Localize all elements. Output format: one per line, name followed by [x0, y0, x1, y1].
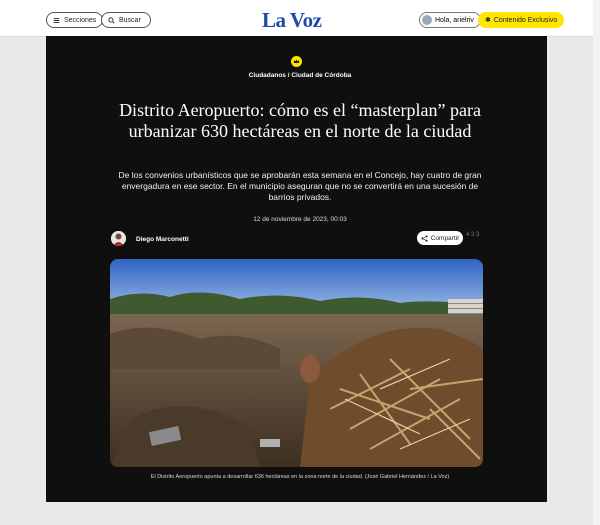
sections-button[interactable] — [46, 12, 103, 28]
article-photo[interactable] — [110, 259, 483, 467]
share-button[interactable] — [417, 231, 463, 245]
share-label: Compartir — [430, 234, 460, 242]
photo-caption: El Distrito Aeropuerto apunta a desarrollar 636 hectáreas en la zona norte de la ciudad. (José Gabriel Hernández / La Voz) — [150, 474, 450, 480]
user-menu[interactable] — [419, 12, 481, 28]
article-category[interactable]: Ciudadanos / Ciudad de Córdoba — [248, 72, 352, 79]
article-title: Distrito Aeropuerto: cómo es el “masterplan” para urbanizar 630 hectáreas en el norte de la ciudad — [119, 100, 481, 141]
search-button[interactable] — [101, 12, 151, 28]
article-lead: De los convenios urbanísticos que se aprobarán esta semana en el Concejo, hay cuatro de gran envergadura en ese sector. En el municipio aseguran que no se convertirá en una sucesión de barrios privados. — [118, 170, 482, 202]
article-date: 12 de noviembre de 2023, 00:03 — [253, 216, 347, 223]
search-label: Buscar — [119, 16, 141, 24]
exclusive-content-button[interactable] — [478, 12, 564, 28]
search-icon — [108, 17, 115, 24]
menu-icon — [53, 17, 60, 24]
site-logo[interactable]: La Voz — [262, 8, 322, 32]
exclusive-badge-icon — [291, 56, 302, 67]
scrollbar[interactable] — [593, 0, 600, 525]
user-greeting: Hola, arielriv — [435, 16, 474, 24]
author-name[interactable]: Diego Marconetti — [136, 236, 189, 243]
star-icon: ✱ — [485, 17, 491, 24]
exclusive-label: Contenido Exclusivo — [493, 16, 558, 24]
share-icon — [421, 235, 428, 242]
author-avatar[interactable] — [111, 231, 126, 246]
site-header — [0, 0, 600, 37]
user-avatar — [422, 15, 432, 25]
sections-label: Secciones — [64, 16, 97, 24]
share-count: 4 3 3 — [466, 232, 480, 238]
